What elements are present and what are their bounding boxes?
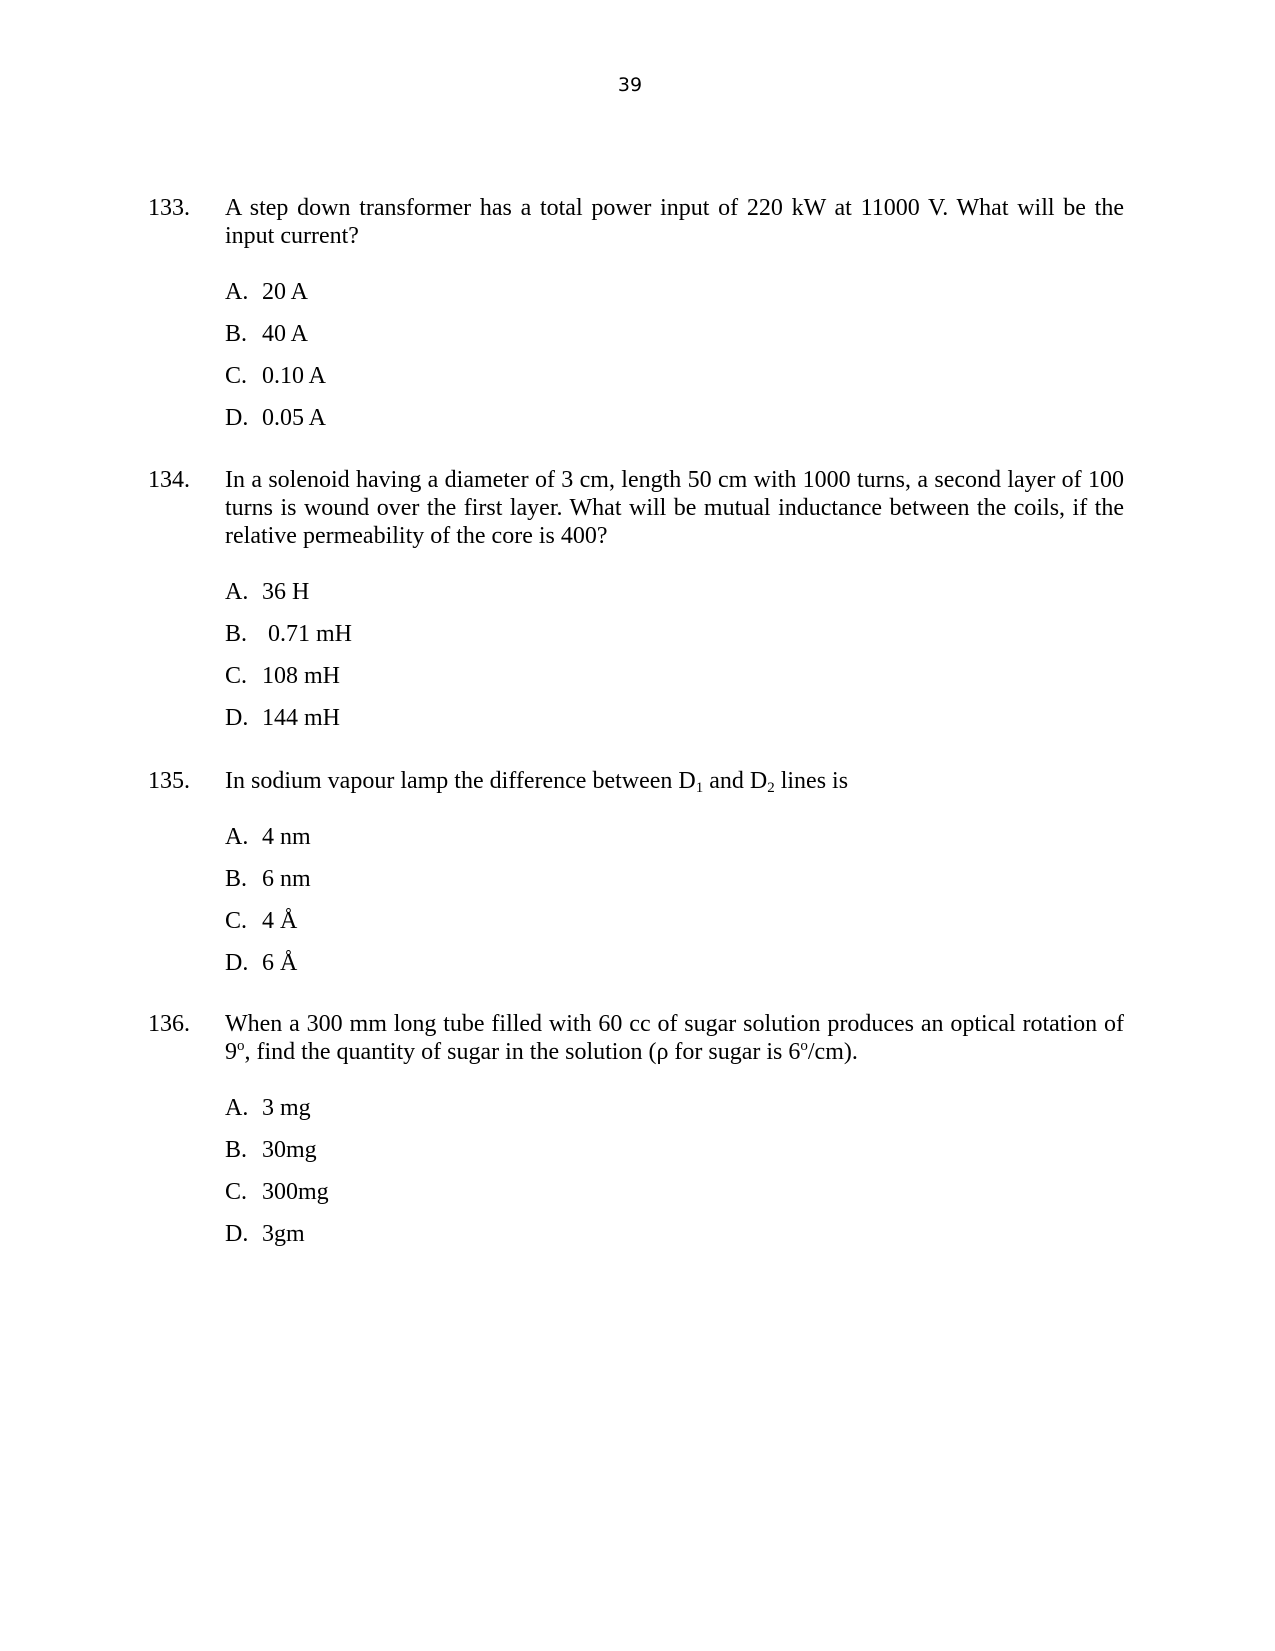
- question-number: 134.: [148, 467, 190, 493]
- option-text: 36 H: [262, 579, 310, 605]
- stem-text: /cm).: [807, 1039, 858, 1065]
- options-list: [225, 823, 1124, 977]
- option-text: 0.10 A: [262, 363, 327, 389]
- option-text: 6 nm: [262, 866, 311, 892]
- question-135: [148, 767, 1124, 991]
- option-letter: C.: [225, 908, 248, 934]
- option-d[interactable]: [225, 704, 1124, 732]
- question-number: 135.: [148, 768, 190, 794]
- option-c[interactable]: [225, 362, 1124, 390]
- subscript: 1: [695, 780, 704, 796]
- option-letter: B.: [225, 1137, 248, 1163]
- question-stem: In a solenoid having a diameter of 3 cm, length 50 cm with 1000 turns, a second layer of 100 turns is wound over the first layer. What will be mutual inductance between the coils, if the relative permeability of the core is 400?: [225, 467, 1124, 549]
- option-b[interactable]: [225, 1136, 1124, 1164]
- option-letter: A.: [225, 1095, 249, 1121]
- subscript: 2: [767, 780, 775, 796]
- option-letter: A.: [225, 579, 249, 605]
- option-b[interactable]: [225, 320, 1124, 348]
- option-letter: C.: [225, 663, 248, 689]
- option-text: 144 mH: [262, 705, 340, 731]
- option-letter: B.: [225, 321, 248, 347]
- option-letter: B.: [225, 866, 248, 892]
- option-text: 30mg: [262, 1137, 317, 1163]
- option-c[interactable]: [225, 1178, 1124, 1206]
- option-d[interactable]: [225, 1220, 1124, 1248]
- option-c[interactable]: [225, 907, 1124, 935]
- option-text: 300mg: [262, 1179, 329, 1205]
- degree-superscript: o: [237, 1038, 245, 1054]
- question-stem: A step down transformer has a total power input of 220 kW at 11000 V. What will be the input current?: [225, 195, 1124, 249]
- stem-text: lines is: [774, 768, 849, 794]
- option-text: 20 A: [262, 279, 309, 305]
- options-list: [225, 1094, 1124, 1248]
- option-text: 4 nm: [262, 824, 311, 850]
- option-d[interactable]: [225, 404, 1124, 432]
- option-letter: B.: [225, 621, 248, 647]
- option-letter: D.: [225, 705, 249, 731]
- option-text: 0.05 A: [262, 405, 327, 431]
- stem-text: , find the quantity of sugar in the solution (ρ for sugar is 6: [244, 1039, 801, 1065]
- option-text: 0.71 mH: [262, 621, 352, 647]
- option-a[interactable]: [225, 578, 1124, 606]
- question-number: 133.: [148, 195, 190, 221]
- option-text: 40 A: [262, 321, 309, 347]
- question-stem: [225, 767, 1124, 795]
- option-letter: C.: [225, 363, 248, 389]
- option-b[interactable]: [225, 620, 1124, 648]
- option-a[interactable]: [225, 1094, 1124, 1122]
- option-text: 4 Å: [262, 908, 298, 934]
- option-b[interactable]: [225, 865, 1124, 893]
- option-text: 3 mg: [262, 1095, 311, 1121]
- question-134: [148, 466, 1124, 746]
- stem-text: In sodium vapour lamp the difference between D: [225, 768, 696, 794]
- option-text: 6 Å: [262, 950, 298, 976]
- options-list: [225, 278, 1124, 432]
- question-stem: [225, 1010, 1124, 1066]
- option-letter: C.: [225, 1179, 248, 1205]
- question-133: [148, 194, 1124, 446]
- option-text: 3gm: [262, 1221, 305, 1247]
- option-letter: D.: [225, 405, 249, 431]
- option-letter: D.: [225, 1221, 249, 1247]
- stem-text: When a 300 mm long tube filled with 60 cc of sugar solution produces an optical rotation of 9: [225, 1011, 1124, 1065]
- option-text: 108 mH: [262, 663, 340, 689]
- question-number: 136.: [148, 1011, 190, 1037]
- question-136: [148, 1010, 1124, 1262]
- page-number: 39: [617, 74, 643, 96]
- stem-text: and D: [703, 768, 768, 794]
- options-list: [225, 578, 1124, 732]
- degree-superscript: o: [800, 1038, 808, 1054]
- option-letter: A.: [225, 824, 249, 850]
- option-d[interactable]: [225, 949, 1124, 977]
- option-c[interactable]: [225, 662, 1124, 690]
- option-a[interactable]: [225, 278, 1124, 306]
- option-letter: A.: [225, 279, 249, 305]
- option-letter: D.: [225, 950, 249, 976]
- option-a[interactable]: [225, 823, 1124, 851]
